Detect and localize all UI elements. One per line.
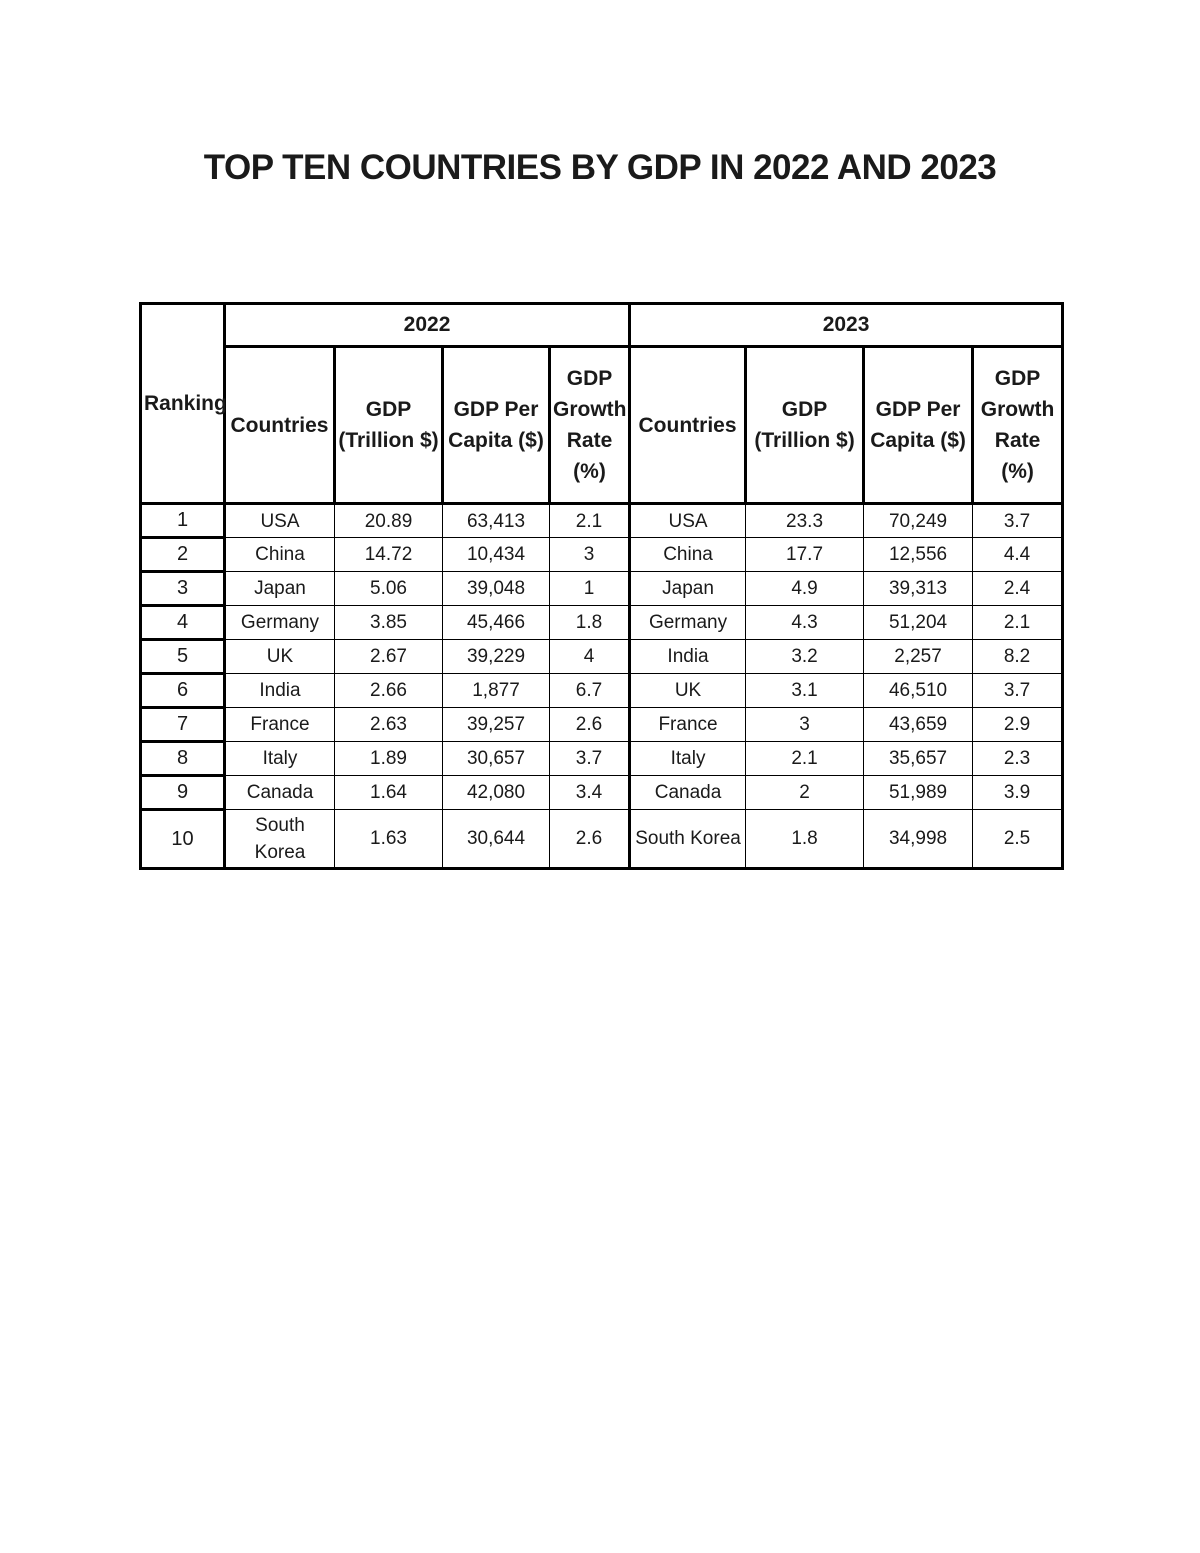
gdp-cell-2022: 1.64 [335, 776, 443, 810]
growth-cell-2023: 8.2 [973, 640, 1063, 674]
rank-cell: 3 [141, 572, 225, 606]
country-cell-2023: UK [630, 674, 746, 708]
rank-cell: 6 [141, 674, 225, 708]
country-cell-2023: South Korea [630, 810, 746, 869]
gdp-per-capita-cell-2023: 34,998 [864, 810, 973, 869]
column-header-countries-2022: Countries [225, 347, 335, 504]
country-cell-2023: Germany [630, 606, 746, 640]
table-row [141, 572, 1063, 606]
country-cell-2022: India [225, 674, 335, 708]
gdp-cell-2023: 2 [746, 776, 864, 810]
gdp-per-capita-cell-2023: 51,204 [864, 606, 973, 640]
table-row [141, 708, 1063, 742]
country-cell-2022: Germany [225, 606, 335, 640]
gdp-per-capita-cell-2022: 63,413 [443, 504, 550, 538]
growth-cell-2022: 3 [550, 538, 630, 572]
column-header-gdp-2023: GDP (Trillion $) [746, 347, 864, 504]
gdp-per-capita-cell-2023: 43,659 [864, 708, 973, 742]
growth-cell-2023: 2.5 [973, 810, 1063, 869]
table-row [141, 776, 1063, 810]
gdp-cell-2022: 1.89 [335, 742, 443, 776]
gdp-cell-2023: 3.1 [746, 674, 864, 708]
gdp-cell-2023: 3 [746, 708, 864, 742]
column-header-countries-2023: Countries [630, 347, 746, 504]
gdp-cell-2022: 14.72 [335, 538, 443, 572]
rank-cell: 1 [141, 504, 225, 538]
country-cell-2022: Italy [225, 742, 335, 776]
gdp-per-capita-cell-2022: 42,080 [443, 776, 550, 810]
country-cell-2023: France [630, 708, 746, 742]
growth-cell-2023: 2.3 [973, 742, 1063, 776]
gdp-cell-2023: 4.9 [746, 572, 864, 606]
year-header-row [141, 304, 1063, 347]
growth-cell-2023: 3.7 [973, 674, 1063, 708]
rank-cell: 2 [141, 538, 225, 572]
country-cell-2022: Japan [225, 572, 335, 606]
gdp-per-capita-cell-2023: 12,556 [864, 538, 973, 572]
growth-cell-2023: 3.9 [973, 776, 1063, 810]
gdp-per-capita-cell-2022: 39,257 [443, 708, 550, 742]
growth-cell-2022: 2.1 [550, 504, 630, 538]
gdp-per-capita-cell-2023: 35,657 [864, 742, 973, 776]
year-header-2023: 2023 [630, 304, 1063, 347]
rank-cell: 7 [141, 708, 225, 742]
gdp-per-capita-cell-2022: 30,657 [443, 742, 550, 776]
gdp-cell-2023: 23.3 [746, 504, 864, 538]
gdp-table [139, 302, 1064, 870]
column-header-growth-2023: GDP Growth Rate (%) [973, 347, 1063, 504]
gdp-per-capita-cell-2023: 70,249 [864, 504, 973, 538]
country-cell-2023: Italy [630, 742, 746, 776]
gdp-per-capita-cell-2023: 51,989 [864, 776, 973, 810]
growth-cell-2023: 4.4 [973, 538, 1063, 572]
gdp-cell-2022: 3.85 [335, 606, 443, 640]
growth-cell-2022: 2.6 [550, 708, 630, 742]
country-cell-2022: France [225, 708, 335, 742]
gdp-per-capita-cell-2022: 30,644 [443, 810, 550, 869]
year-header-2022: 2022 [225, 304, 630, 347]
gdp-cell-2023: 1.8 [746, 810, 864, 869]
table-row [141, 640, 1063, 674]
country-cell-2022: China [225, 538, 335, 572]
country-cell-2023: Canada [630, 776, 746, 810]
gdp-per-capita-cell-2022: 1,877 [443, 674, 550, 708]
gdp-cell-2022: 20.89 [335, 504, 443, 538]
growth-cell-2022: 3.7 [550, 742, 630, 776]
growth-cell-2022: 3.4 [550, 776, 630, 810]
gdp-cell-2022: 5.06 [335, 572, 443, 606]
gdp-per-capita-cell-2023: 46,510 [864, 674, 973, 708]
gdp-cell-2023: 2.1 [746, 742, 864, 776]
gdp-per-capita-cell-2022: 10,434 [443, 538, 550, 572]
rank-cell: 9 [141, 776, 225, 810]
gdp-per-capita-cell-2023: 2,257 [864, 640, 973, 674]
growth-cell-2023: 2.9 [973, 708, 1063, 742]
gdp-per-capita-cell-2022: 39,048 [443, 572, 550, 606]
growth-cell-2023: 2.1 [973, 606, 1063, 640]
growth-cell-2022: 6.7 [550, 674, 630, 708]
column-header-gdp-per-capita-2022: GDP Per Capita ($) [443, 347, 550, 504]
country-cell-2023: India [630, 640, 746, 674]
growth-cell-2022: 1 [550, 572, 630, 606]
gdp-per-capita-cell-2023: 39,313 [864, 572, 973, 606]
rank-cell: 4 [141, 606, 225, 640]
growth-cell-2023: 2.4 [973, 572, 1063, 606]
growth-cell-2022: 1.8 [550, 606, 630, 640]
gdp-cell-2023: 17.7 [746, 538, 864, 572]
growth-cell-2023: 3.7 [973, 504, 1063, 538]
column-header-gdp-2022: GDP (Trillion $) [335, 347, 443, 504]
table-row [141, 742, 1063, 776]
country-cell-2022: South Korea [225, 810, 335, 869]
table-row [141, 606, 1063, 640]
gdp-cell-2022: 2.66 [335, 674, 443, 708]
country-cell-2023: USA [630, 504, 746, 538]
gdp-cell-2023: 3.2 [746, 640, 864, 674]
table-row [141, 674, 1063, 708]
ranking-header: Ranking [141, 304, 225, 504]
table-row [141, 538, 1063, 572]
gdp-cell-2023: 4.3 [746, 606, 864, 640]
gdp-per-capita-cell-2022: 45,466 [443, 606, 550, 640]
gdp-per-capita-cell-2022: 39,229 [443, 640, 550, 674]
column-header-gdp-per-capita-2023: GDP Per Capita ($) [864, 347, 973, 504]
rank-cell: 10 [141, 810, 225, 869]
column-header-growth-2022: GDP Growth Rate (%) [550, 347, 630, 504]
country-cell-2022: USA [225, 504, 335, 538]
column-header-row [141, 347, 1063, 504]
rank-cell: 8 [141, 742, 225, 776]
growth-cell-2022: 4 [550, 640, 630, 674]
page-title: TOP TEN COUNTRIES BY GDP IN 2022 AND 2023 [203, 148, 997, 187]
gdp-cell-2022: 2.63 [335, 708, 443, 742]
country-cell-2022: Canada [225, 776, 335, 810]
country-cell-2023: China [630, 538, 746, 572]
rank-cell: 5 [141, 640, 225, 674]
table-body [141, 504, 1063, 869]
table-row [141, 504, 1063, 538]
country-cell-2023: Japan [630, 572, 746, 606]
growth-cell-2022: 2.6 [550, 810, 630, 869]
gdp-cell-2022: 2.67 [335, 640, 443, 674]
table-row [141, 810, 1063, 869]
gdp-cell-2022: 1.63 [335, 810, 443, 869]
country-cell-2022: UK [225, 640, 335, 674]
